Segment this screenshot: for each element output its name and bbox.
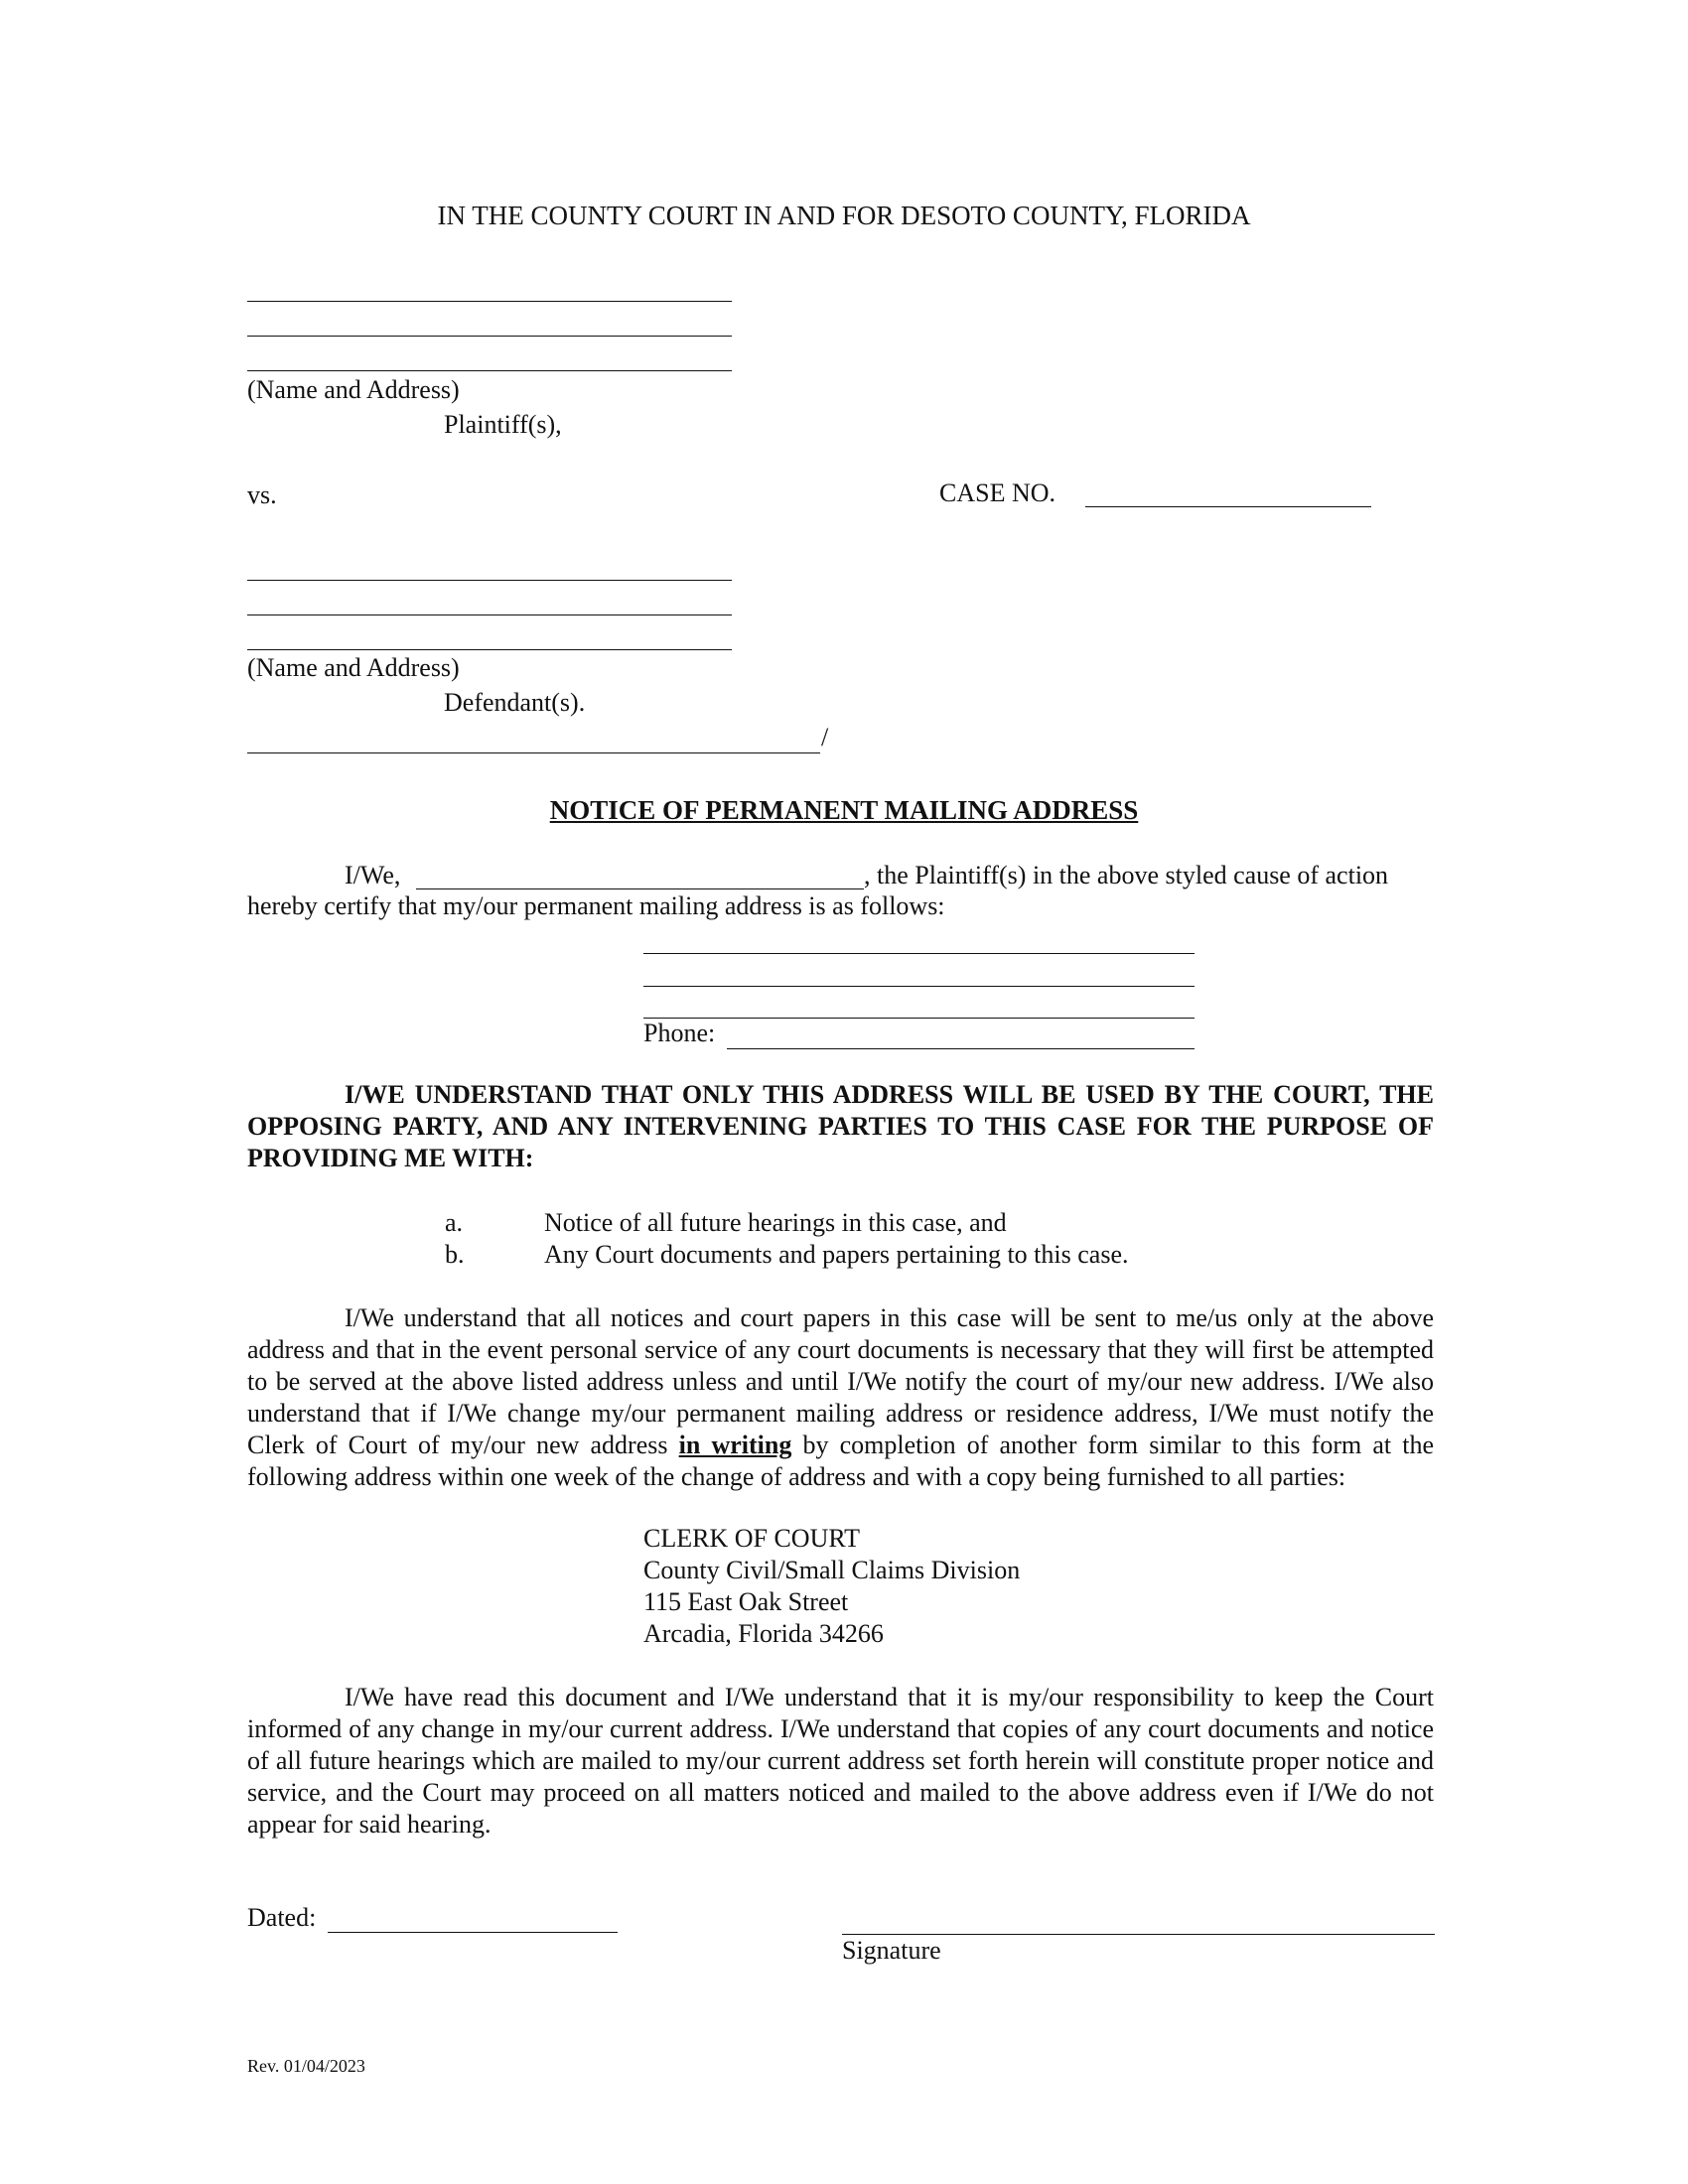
revision-label: Rev. 01/04/2023 — [247, 2056, 365, 2076]
notice-paragraph-2 — [247, 1682, 1434, 1841]
plaintiff-name-line-2[interactable] — [247, 336, 732, 337]
paragraph1-before: I/We understand that all notices and court papers in this case will be sent to me/us only at the above address and that in the event personal service of any court documents is necessary that they will first be attempted to be served at the above listed address unless and until I/We notify the court of my/our new address. I/We also understand that if I/We change my/our permanent mailing address or residence address, I/We must notify the Clerk of Court of my/our new address — [247, 1303, 1434, 1459]
plaintiff-role-label: Plaintiff(s), — [444, 410, 562, 439]
caption-close-line — [247, 752, 820, 753]
address-line-3[interactable] — [643, 1018, 1195, 1019]
paragraph1-emphasis: in writing — [678, 1431, 792, 1459]
defendant-name-line-1[interactable] — [247, 580, 732, 581]
plaintiff-name-address-label: (Name and Address) — [247, 375, 460, 404]
certify-line-2: hereby certify that my/our permanent mailing address is as follows: — [247, 891, 945, 920]
certify-tail: , the Plaintiff(s) in the above styled cause of action — [864, 861, 1389, 889]
court-heading: IN THE COUNTY COURT IN AND FOR DESOTO COUNTY, FLORIDA — [437, 201, 1251, 230]
case-no-label: CASE NO. — [939, 478, 1056, 507]
list-marker-b: b. — [445, 1240, 465, 1269]
dated-line[interactable] — [328, 1932, 618, 1933]
signature-line[interactable] — [842, 1934, 1435, 1935]
plaintiff-name-line-1[interactable] — [247, 301, 732, 302]
case-no-line[interactable] — [1085, 506, 1371, 507]
list-marker-a: a. — [445, 1208, 464, 1237]
clerk-address-line-1: CLERK OF COURT — [643, 1524, 861, 1553]
plaintiff-certify-name-line[interactable] — [416, 888, 864, 889]
paragraph2-text: I/We have read this document and I/We understand that it is my/our responsibility to keep the Court informed of any change in my/our current address. I/We understand that copies of any court documents and notice of all future hearings which are mailed to my/our current address set forth herein will constitute proper notice and service, and the Court may proceed on all matters noticed and mailed to the above address even if I/We do not appear for said hearing. — [247, 1683, 1434, 1839]
address-line-1[interactable] — [643, 953, 1195, 954]
phone-line[interactable] — [727, 1048, 1195, 1049]
understand-bold-text: I/WE UNDERSTAND THAT ONLY THIS ADDRESS WILL BE USED BY THE COURT, THE OPPOSING PARTY, AND ANY INTERVENING PARTIES TO THIS CASE FOR THE PURPOSE OF PROVIDING ME WITH: — [247, 1080, 1434, 1172]
dated-label: Dated: — [247, 1903, 317, 1932]
document-title: NOTICE OF PERMANENT MAILING ADDRESS — [549, 795, 1139, 825]
phone-label: Phone: — [643, 1019, 716, 1047]
understand-bold-paragraph — [247, 1079, 1434, 1174]
vs-label: vs. — [247, 480, 277, 509]
defendant-name-line-2[interactable] — [247, 614, 732, 615]
paragraph1-after: by completion of another form similar to this form at the following address within one week of the change of address and with a copy being furnished to all parties: — [247, 1431, 1435, 1491]
address-line-2[interactable] — [643, 986, 1195, 987]
clerk-address-line-2: County Civil/Small Claims Division — [643, 1556, 1021, 1584]
plaintiff-name-line-3[interactable] — [247, 370, 732, 371]
defendant-name-line-3[interactable] — [247, 649, 732, 650]
clerk-address-line-4: Arcadia, Florida 34266 — [643, 1619, 884, 1648]
defendant-role-label: Defendant(s). — [444, 688, 586, 717]
signature-label: Signature — [842, 1936, 941, 1965]
notice-paragraph-1 — [247, 1302, 1434, 1493]
certify-lead: I/We, — [345, 861, 401, 889]
clerk-address-line-3: 115 East Oak Street — [643, 1587, 849, 1616]
list-item-b: Any Court documents and papers pertaining to this case. — [544, 1240, 1129, 1269]
list-item-a: Notice of all future hearings in this case, and — [544, 1208, 1007, 1237]
caption-slash: / — [821, 723, 829, 751]
defendant-name-address-label: (Name and Address) — [247, 653, 460, 682]
